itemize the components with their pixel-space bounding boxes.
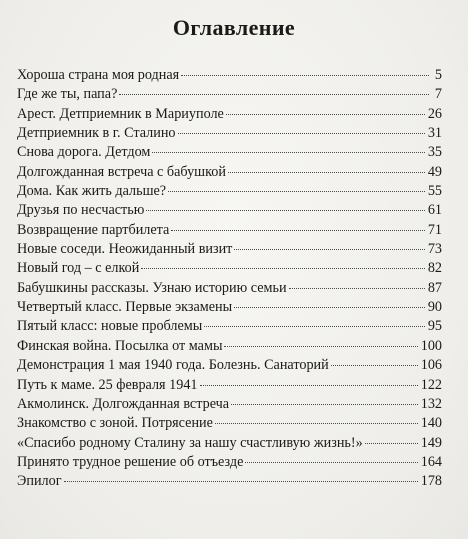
toc-entry bbox=[17, 434, 442, 453]
dot-leader bbox=[228, 172, 425, 173]
toc-entry-title: Четвертый класс. Первые экзамены bbox=[17, 299, 233, 316]
toc-entry-title: Возвращение партбилета bbox=[17, 221, 170, 238]
dot-leader bbox=[168, 191, 425, 192]
table-of-contents bbox=[17, 66, 442, 492]
toc-entry-page-number: 49 bbox=[427, 163, 442, 180]
dot-leader bbox=[146, 210, 424, 211]
toc-entry-title: Финская война. Посылка от мамы bbox=[17, 337, 223, 354]
toc-entry-page-number: 73 bbox=[427, 241, 442, 258]
toc-entry bbox=[17, 85, 442, 104]
dot-leader bbox=[181, 75, 429, 76]
toc-entry-title: Бабушкины рассказы. Узнаю историю семьи bbox=[17, 279, 287, 296]
toc-entry-title: Арест. Детприемник в Мариуполе bbox=[17, 105, 224, 122]
toc-entry-page-number: 90 bbox=[427, 299, 442, 316]
toc-entry bbox=[17, 240, 442, 259]
toc-entry bbox=[17, 124, 442, 143]
toc-entry bbox=[17, 201, 442, 220]
dot-leader bbox=[200, 385, 418, 386]
toc-entry-page-number: 106 bbox=[420, 357, 442, 374]
dot-leader bbox=[204, 326, 425, 327]
dot-leader bbox=[234, 249, 424, 250]
toc-entry-page-number: 95 bbox=[427, 318, 442, 335]
toc-entry-title: Путь к маме. 25 февраля 1941 bbox=[17, 376, 198, 393]
toc-entry bbox=[17, 105, 442, 124]
toc-entry bbox=[17, 376, 442, 395]
toc-entry-page-number: 35 bbox=[427, 144, 442, 161]
toc-entry-title: Знакомство с зоной. Потрясение bbox=[17, 415, 213, 432]
dot-leader bbox=[226, 114, 425, 115]
toc-entry-page-number: 140 bbox=[420, 415, 442, 432]
dot-leader bbox=[171, 230, 424, 231]
toc-entry-page-number: 61 bbox=[427, 202, 442, 219]
toc-entry bbox=[17, 66, 442, 85]
toc-entry-page-number: 149 bbox=[420, 434, 442, 451]
dot-leader bbox=[215, 423, 418, 424]
dot-leader bbox=[231, 404, 418, 405]
toc-entry-page-number: 31 bbox=[427, 125, 442, 142]
dot-leader bbox=[245, 462, 417, 463]
toc-entry bbox=[17, 453, 442, 472]
toc-entry bbox=[17, 279, 442, 298]
toc-entry-page-number: 164 bbox=[420, 453, 442, 470]
toc-entry-page-number: 87 bbox=[427, 279, 442, 296]
toc-entry-title: «Спасибо родному Сталину за нашу счастливую жизнь!» bbox=[17, 434, 363, 451]
toc-entry-title: Снова дорога. Детдом bbox=[17, 144, 151, 161]
toc-entry-title: Демонстрация 1 мая 1940 года. Болезнь. Санаторий bbox=[17, 357, 329, 374]
dot-leader bbox=[178, 133, 425, 134]
toc-entry-title: Где же ты, папа? bbox=[17, 86, 118, 103]
toc-entry-page-number: 55 bbox=[427, 183, 442, 200]
toc-entry-title: Новые соседи. Неожиданный визит bbox=[17, 241, 233, 258]
toc-entry bbox=[17, 221, 442, 240]
toc-entry bbox=[17, 317, 442, 336]
toc-entry bbox=[17, 163, 442, 182]
dot-leader bbox=[289, 288, 425, 289]
dot-leader bbox=[365, 443, 418, 444]
toc-entry-page-number: 100 bbox=[420, 337, 442, 354]
toc-entry-page-number: 7 bbox=[434, 86, 442, 103]
dot-leader bbox=[119, 94, 429, 95]
toc-entry bbox=[17, 182, 442, 201]
toc-entry-page-number: 122 bbox=[420, 376, 442, 393]
toc-entry bbox=[17, 337, 442, 356]
dot-leader bbox=[331, 365, 418, 366]
dot-leader bbox=[152, 152, 424, 153]
toc-entry bbox=[17, 395, 442, 414]
toc-entry-page-number: 132 bbox=[420, 395, 442, 412]
toc-entry-page-number: 5 bbox=[434, 67, 442, 83]
toc-entry bbox=[17, 472, 442, 491]
dot-leader bbox=[234, 307, 425, 308]
toc-entry bbox=[17, 143, 442, 162]
toc-entry-title: Эпилог bbox=[17, 473, 62, 490]
toc-entry-page-number: 178 bbox=[420, 473, 442, 490]
page-title: Оглавление bbox=[172, 15, 296, 40]
toc-entry bbox=[17, 259, 442, 278]
toc-entry-page-number: 82 bbox=[427, 260, 442, 277]
toc-entry bbox=[17, 298, 442, 317]
toc-entry-page-number: 26 bbox=[427, 105, 442, 122]
toc-entry-title: Принято трудное решение об отъезде bbox=[17, 453, 244, 470]
toc-entry bbox=[17, 356, 442, 375]
toc-entry-title: Пятый класс: новые проблемы bbox=[17, 318, 203, 335]
toc-entry-title: Хороша страна моя родная bbox=[17, 67, 180, 83]
toc-entry-page-number: 71 bbox=[427, 221, 442, 238]
toc-entry bbox=[17, 414, 442, 433]
dot-leader bbox=[224, 346, 417, 347]
dot-leader bbox=[64, 481, 418, 482]
toc-entry-title: Дома. Как жить дальше? bbox=[17, 183, 167, 200]
toc-entry-title: Новый год – с елкой bbox=[17, 260, 140, 277]
toc-entry-title: Долгожданная встреча с бабушкой bbox=[17, 163, 226, 180]
toc-entry-title: Друзья по несчастью bbox=[17, 202, 145, 219]
toc-entry-title: Детприемник в г. Сталино bbox=[17, 125, 176, 142]
toc-entry-title: Акмолинск. Долгожданная встреча bbox=[17, 395, 230, 412]
dot-leader bbox=[141, 268, 424, 269]
